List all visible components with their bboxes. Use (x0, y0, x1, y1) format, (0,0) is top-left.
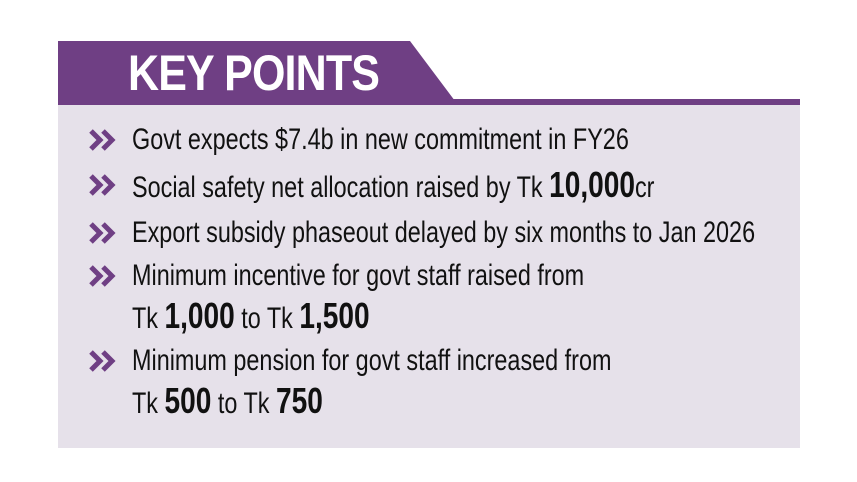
connector-text: to Tk (234, 302, 300, 335)
key-point-text: Govt expects $7.4b in new commitment in FY26 (132, 123, 629, 156)
connector-text: to Tk (211, 387, 276, 420)
key-point-4 (88, 256, 788, 339)
double-chevron-right-icon (88, 221, 118, 245)
panel-title: KEY POINTS (128, 45, 380, 101)
unit-suffix: cr (634, 171, 655, 204)
key-point-1 (88, 118, 788, 161)
key-point-2 (88, 163, 788, 209)
key-point-text: Minimum incentive for govt staff raised from (132, 259, 585, 292)
key-point-text: Social safety net allocation raised by Tk (132, 171, 550, 204)
key-point-3 (88, 211, 788, 254)
currency-label: Tk (132, 387, 165, 420)
highlight-amount: 10,000 (549, 164, 635, 205)
amount-to: 1,500 (299, 295, 370, 336)
amount-from: 1,000 (164, 295, 235, 336)
key-point-text: Minimum pension for govt staff increased from (132, 344, 612, 377)
amount-from: 500 (164, 380, 212, 421)
currency-label: Tk (132, 302, 165, 335)
amount-to: 750 (275, 380, 323, 421)
key-point-text: Export subsidy phaseout delayed by six months to Jan 2026 (132, 216, 756, 249)
key-points-list (88, 118, 788, 424)
double-chevron-right-icon (88, 264, 118, 288)
double-chevron-right-icon (88, 128, 118, 152)
key-point-5 (88, 341, 788, 424)
double-chevron-right-icon (88, 173, 118, 197)
double-chevron-right-icon (88, 349, 118, 373)
